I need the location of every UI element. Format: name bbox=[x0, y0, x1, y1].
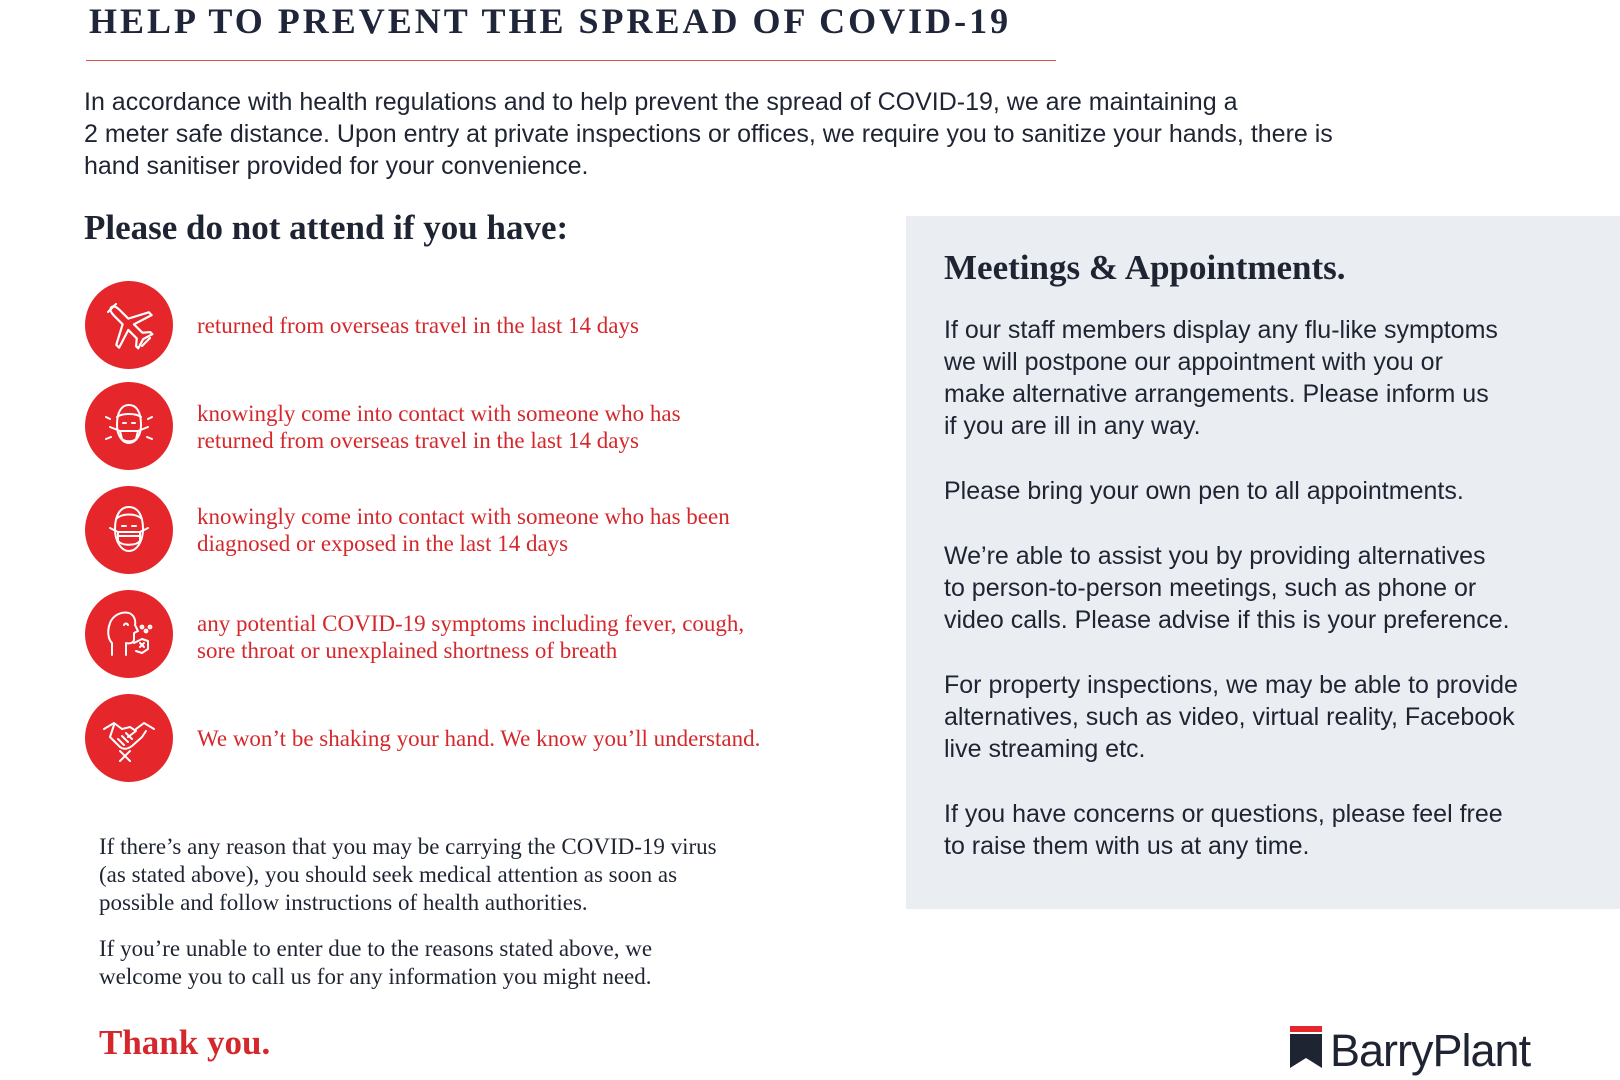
intro-line: In accordance with health regulations and to help prevent the spread of COVID-19, we are maintaining a bbox=[84, 88, 1238, 116]
meetings-panel bbox=[906, 216, 1620, 909]
page-title: HELP TO PREVENT THE SPREAD OF COVID-19 bbox=[89, 1, 1012, 41]
item-text-no-handshake: We won’t be shaking your hand. We know you’ll understand. bbox=[197, 726, 761, 751]
intro-line: hand sanitiser provided for your convenience. bbox=[84, 152, 589, 180]
intro-line: 2 meter safe distance. Upon entry at private inspections or offices, we require you to sanitize your hands, there is bbox=[84, 120, 1333, 148]
panel-paragraph-questions: If you have concerns or questions, please feel free to raise them with us at any time. bbox=[944, 800, 1503, 860]
masked-person-icon bbox=[85, 382, 173, 470]
title-divider bbox=[86, 60, 1056, 61]
call-us-note: If you’re unable to enter due to the reasons stated above, we welcome you to call us for any information you might need. bbox=[99, 936, 653, 989]
airplane-icon bbox=[85, 281, 173, 369]
panel-paragraph-inspections: For property inspections, we may be able to provide alternatives, such as video, virtual reality, Facebook live streaming etc. bbox=[944, 671, 1518, 763]
coughing-person-icon bbox=[85, 590, 173, 678]
face-mask-icon bbox=[85, 486, 173, 574]
panel-paragraph-pen: Please bring your own pen to all appointments. bbox=[944, 477, 1464, 505]
item-text-symptoms: any potential COVID-19 symptoms including fever, cough, sore throat or unexplained shortness of breath bbox=[197, 611, 745, 663]
intro-paragraph bbox=[84, 86, 1484, 182]
medical-attention-note: If there’s any reason that you may be carrying the COVID-19 virus (as stated above), you should seek medical attention as soon as possible and follow instructions of health authorities. bbox=[99, 834, 717, 915]
meetings-heading: Meetings & Appointments. bbox=[944, 248, 1346, 287]
no-handshake-icon bbox=[85, 694, 173, 782]
barry-plant-logo bbox=[1290, 1024, 1590, 1080]
item-text-contact-diagnosed: knowingly come into contact with someone who has been diagnosed or exposed in the last 14 days bbox=[197, 504, 730, 556]
item-text-contact-traveller: knowingly come into contact with someone who has returned from overseas travel in the last 14 days bbox=[197, 401, 681, 453]
do-not-attend-heading: Please do not attend if you have: bbox=[84, 208, 569, 247]
bookmark-logo-icon bbox=[1290, 1026, 1322, 1068]
item-text-overseas-travel: returned from overseas travel in the last 14 days bbox=[197, 313, 639, 338]
logo-wordmark: BarryPlant bbox=[1330, 1025, 1531, 1076]
panel-paragraph-symptoms: If our staff members display any flu-like symptoms we will postpone our appointment with you or make alternative arrangements. Please inform us if you are ill in any way. bbox=[944, 316, 1498, 440]
thank-you-text: Thank you. bbox=[99, 1023, 271, 1062]
panel-paragraph-alternatives: We’re able to assist you by providing alternatives to person-to-person meetings, such as phone or video calls. Please advise if this is your preference. bbox=[944, 542, 1510, 634]
